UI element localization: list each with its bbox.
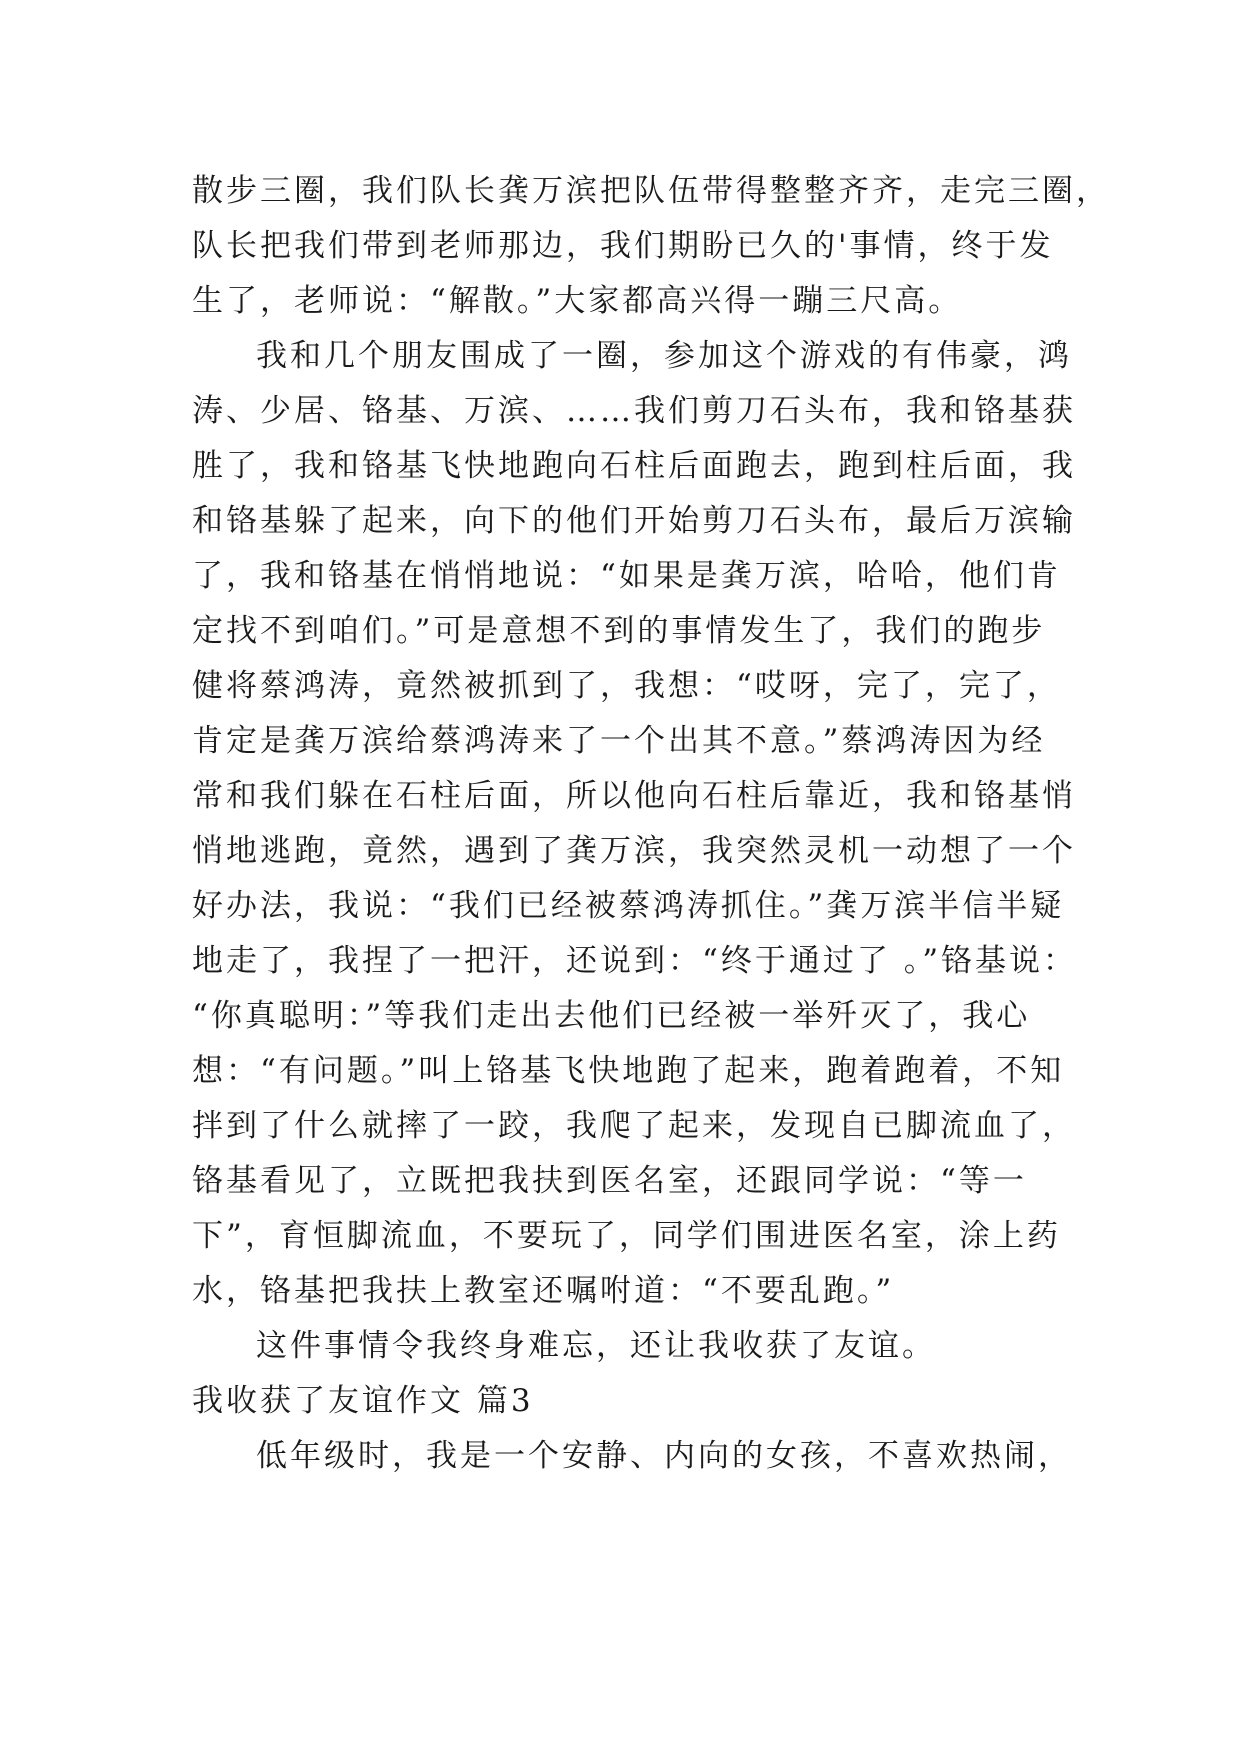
paragraph-first-line: 这件事情令我终身难忘，还让我收获了友谊。: [256, 1328, 936, 1364]
text-line: 想：“有问题。”叫上铬基飞快地跑了起来，跑着跑着，不知: [192, 1053, 1065, 1089]
text-line: 拌到了什么就摔了一跤，我爬了起来，发现自已脚流血了，: [192, 1108, 1076, 1144]
text-line: 队长把我们带到老师那边，我们期盼已久的'事情，终于发: [192, 228, 1054, 264]
text-line: 和铬基躲了起来，向下的他们开始剪刀石头布，最后万滨输: [192, 503, 1076, 539]
text-line: 了，我和铬基在悄悄地说：“如果是龚万滨，哈哈，他们肯: [192, 558, 1061, 594]
text-line: 铬基看见了，立既把我扶到医名室，还跟同学说：“等一: [192, 1163, 1027, 1199]
text-line: 悄地逃跑，竟然，遇到了龚万滨，我突然灵机一动想了一个: [192, 833, 1076, 869]
text-line: 散步三圈，我们队长龚万滨把队伍带得整整齐齐，走完三圈，: [192, 173, 1110, 209]
text-line: 健将蔡鸿涛，竟然被抓到了，我想：“哎呀，完了，完了，: [192, 668, 1061, 704]
text-line: 生了，老师说：“解散。”大家都高兴得一蹦三尺高。: [192, 283, 963, 319]
text-line: 常和我们躲在石柱后面，所以他向石柱后靠近，我和铬基悄: [192, 778, 1076, 814]
paragraph-first-line: 我和几个朋友围成了一圈，参加这个游戏的有伟豪，鸿: [256, 338, 1072, 374]
paragraph-first-line: 低年级时，我是一个安静、内向的女孩，不喜欢热闹，: [256, 1438, 1072, 1474]
text-line: 好办法，我说：“我们已经被蔡鸿涛抓住。”龚万滨半信半疑: [192, 888, 1065, 924]
text-line: 肯定是龚万滨给蔡鸿涛来了一个出其不意。”蔡鸿涛因为经: [192, 723, 1046, 759]
text-line: 胜了，我和铬基飞快地跑向石柱后面跑去，跑到柱后面，我: [192, 448, 1076, 484]
text-line: “你真聪明：”等我们走出去他们已经被一举歼灭了，我心: [192, 998, 1031, 1034]
text-line: 涛、少居、铬基、万滨、……我们剪刀石头布，我和铬基获: [192, 393, 1076, 429]
text-line: 水，铬基把我扶上教室还嘱咐道：“不要乱跑。”: [192, 1273, 895, 1309]
section-heading: 我收获了友谊作文 篇3: [192, 1383, 534, 1419]
text-line: 下”，育恒脚流血，不要玩了，同学们围进医名室，涂上药: [192, 1218, 1061, 1254]
text-line: 地走了，我捏了一把汗，还说到：“终于通过了 。”铬基说：: [192, 943, 1078, 979]
text-line: 定找不到咱们。”可是意想不到的事情发生了，我们的跑步: [192, 613, 1046, 649]
